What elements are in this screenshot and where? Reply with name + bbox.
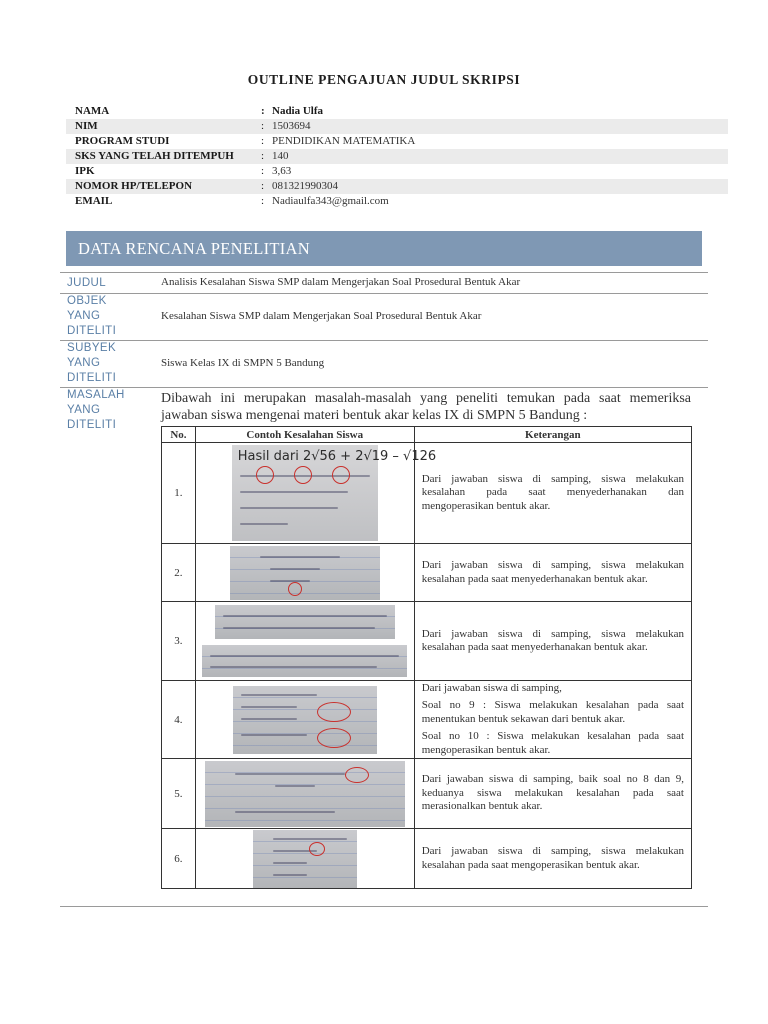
error-circle [294,466,312,484]
field-label-line: DITELITI [67,419,117,431]
error-circle [288,582,302,596]
student-work-cell [195,829,414,889]
student-work-photo [205,761,405,827]
error-circle [256,466,274,484]
identity-row-nim [66,119,728,134]
row-number: 2. [162,544,196,602]
identity-colon: : [261,120,265,132]
table-row [162,759,692,829]
note-text: Dari jawaban siswa di samping, siswa melakukan kesalahan pada saat menyederhanakan bentuk akar. [421,559,684,585]
ink-line [241,706,297,708]
ink-line [241,718,297,720]
identity-label: NAMA [75,105,110,117]
field-label [60,388,161,906]
note-text: Dari jawaban siswa di samping, siswa melakukan kesalahan pada saat menyederhanakan dan mengoperasikan bentuk akar. [421,472,684,512]
student-work-cell [195,443,437,544]
ink-line [273,862,307,864]
identity-value: Nadiaulfa343@gmail.com [272,195,389,207]
field-label-line: MASALAH [67,389,125,401]
research-plan [60,272,708,907]
field-label [60,294,161,340]
row-note [414,443,691,544]
identity-row-sks [66,149,728,164]
identity-value: PENDIDIKAN MATEMATIKA [272,135,416,147]
row-note [414,681,691,759]
field-label-line: YANG [67,404,101,416]
header-no: No. [162,427,196,443]
row-number: 3. [162,602,196,681]
error-circle [309,842,325,856]
field-label [60,341,161,387]
student-work-cell [195,602,414,681]
ink-line [240,507,338,509]
ink-line [273,874,307,876]
identity-label: IPK [75,165,95,177]
research-row-masalah [60,387,708,907]
ink-line [235,773,345,775]
student-work-photo [233,686,377,754]
table-header-row [162,427,692,443]
identity-label: EMAIL [75,195,113,207]
ink-line [241,734,307,736]
photo-caption: Hasil dari 2√56 + 2√19 – √126 [237,449,437,464]
identity-value: 3,63 [272,165,292,177]
errors-table [161,426,692,889]
row-note [414,759,691,829]
error-circle [332,466,350,484]
field-value: Kesalahan Siswa SMP dalam Mengerjakan Soal Prosedural Bentuk Akar [161,310,482,322]
field-label-line: SUBYEK [67,342,117,354]
ink-line [260,556,340,558]
section-heading: DATA RENCANA PENELITIAN [66,231,702,266]
row-note [414,829,691,889]
student-work-photo [230,546,380,600]
identity-colon: : [261,135,265,147]
identity-label: NIM [75,120,98,132]
identity-row-ipk [66,164,728,179]
note-text: Dari jawaban siswa di samping, siswa melakukan kesalahan pada saat mengoperasikan bentuk akar. [421,845,684,871]
student-work-photo [232,445,437,541]
identity-label: SKS YANG TELAH DITEMPUH [75,150,234,162]
identity-block [66,104,728,209]
ink-line [270,580,310,582]
identity-value: 1503694 [272,120,311,132]
research-row-judul [60,272,708,293]
identity-colon: : [261,195,265,207]
field-label-line: YANG [67,310,101,322]
note-text: Dari jawaban siswa di samping, siswa melakukan kesalahan pada saat menyederhanakan bentuk akar. [421,627,684,653]
field-label: JUDUL [67,277,107,289]
identity-row-email [66,194,728,209]
ink-line [223,627,375,629]
identity-value: 140 [272,150,289,162]
header-example: Contoh Kesalahan Siswa [195,427,414,443]
research-row-objek [60,293,708,340]
student-work-photo [253,830,357,888]
student-work-cell [195,681,414,759]
identity-value: Nadia Ulfa [272,105,324,117]
ink-line [210,666,377,668]
student-work-cell [195,759,414,829]
note-text: Dari jawaban siswa di samping, [421,681,562,694]
error-circle [317,728,351,748]
table-row [162,443,692,544]
row-number: 4. [162,681,196,759]
ink-line [235,811,335,813]
research-row-subyek [60,340,708,387]
field-label-line: YANG [67,357,101,369]
ink-line [275,785,315,787]
field-value: Analisis Kesalahan Siswa SMP dalam Mengerjakan Soal Prosedural Bentuk Akar [161,276,521,288]
row-number: 6. [162,829,196,889]
field-value: Siswa Kelas IX di SMPN 5 Bandung [161,357,325,369]
identity-row-program-studi [66,134,728,149]
ink-line [240,491,348,493]
identity-colon: : [261,165,265,177]
row-note [414,544,691,602]
ink-line [241,694,317,696]
ink-line [240,523,288,525]
error-circle [317,702,351,722]
note-text: Soal no 10 : Siswa melakukan kesalahan pada saat mengoperasikan bentuk akar. [421,730,684,756]
field-label-line: OBJEK [67,295,107,307]
ink-line [223,615,387,617]
identity-row-nama [66,104,728,119]
identity-label: NOMOR HP/TELEPON [75,180,193,192]
header-note: Keterangan [414,427,691,443]
error-circle [345,767,369,783]
note-text: Dari jawaban siswa di samping, baik soal no 8 dan 9, keduanya siswa melakukan kesalahan pada saat merasionalkan bentuk akar. [421,773,684,813]
identity-colon: : [261,180,265,192]
identity-row-phone [66,179,728,194]
identity-value: 081321990304 [272,180,338,192]
student-work-photo [202,645,407,677]
page-title: OUTLINE PENGAJUAN JUDUL SKRIPSI [247,72,521,87]
ink-line [273,838,347,840]
row-number: 5. [162,759,196,829]
note-text: Soal no 9 : Siswa melakukan kesalahan pada saat menentukan bentuk sekawan dari bentuk akar. [421,699,684,725]
field-label-line: DITELITI [67,372,117,384]
row-number: 1. [162,443,196,544]
table-row [162,544,692,602]
identity-label: PROGRAM STUDI [75,135,170,147]
table-row [162,681,692,759]
row-note [414,602,691,681]
field-label-line: DITELITI [67,325,117,337]
table-row [162,602,692,681]
student-work-photo [215,605,395,639]
table-row [162,829,692,889]
masalah-intro: Dibawah ini merupakan masalah-masalah yang peneliti temukan pada saat memeriksa jawaban siswa mengenai materi bentuk akar kelas IX di SMPN 5 Bandung : [161,391,691,423]
ink-line [270,568,320,570]
masalah-body [161,388,693,906]
identity-colon: : [261,105,265,117]
student-work-cell [195,544,414,602]
identity-colon: : [261,150,265,162]
ink-line [210,655,399,657]
